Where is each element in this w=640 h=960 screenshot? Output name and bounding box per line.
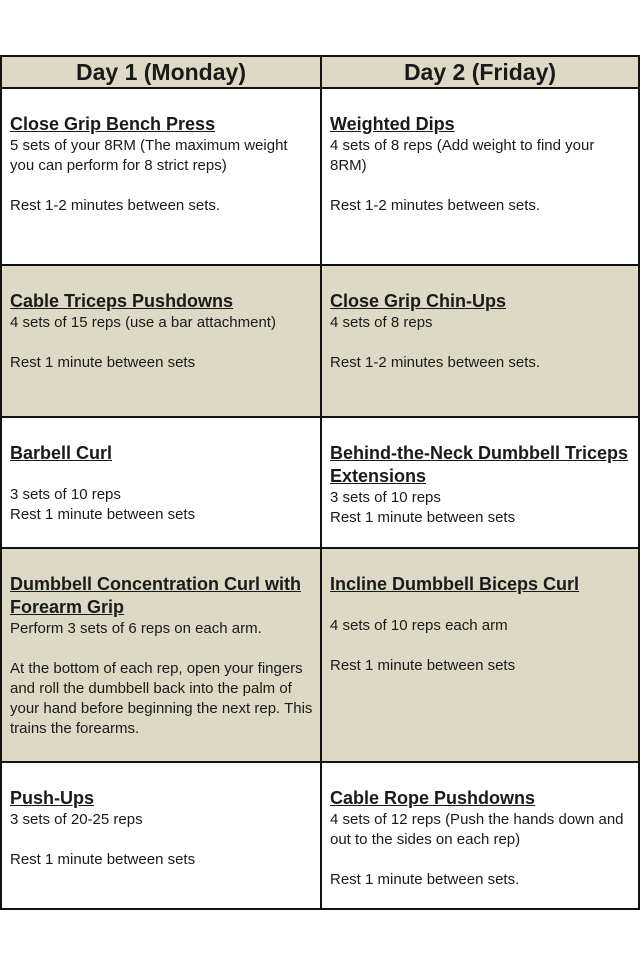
table-row: [1, 417, 639, 548]
exercise-rest: Rest 1-2 minutes between sets.: [330, 197, 541, 214]
day2-header: Day 2 (Friday): [321, 56, 639, 88]
exercise-sets: 4 sets of 8 reps: [330, 314, 433, 331]
exercise-rest: Rest 1 minute between sets: [10, 851, 196, 868]
exercise-rest: Rest 1 minute between sets: [10, 506, 196, 523]
exercise-name: Cable Triceps Pushdowns: [10, 291, 234, 311]
exercise-cell: [1, 762, 321, 909]
exercise-sets: Perform 3 sets of 6 reps on each arm.: [10, 620, 262, 637]
exercise-name: Close Grip Bench Press: [10, 114, 216, 134]
exercise-name: Incline Dumbbell Biceps Curl: [330, 574, 580, 594]
exercise-name: Cable Rope Pushdowns: [330, 788, 536, 808]
exercise-rest: Rest 1-2 minutes between sets.: [10, 197, 221, 214]
exercise-sets: 4 sets of 10 reps each arm: [330, 617, 508, 634]
exercise-rest: Rest 1 minute between sets: [330, 509, 516, 526]
exercise-cell: [321, 265, 639, 417]
exercise-cell: [321, 88, 639, 265]
exercise-sets: 3 sets of 20-25 reps: [10, 811, 143, 828]
exercise-cell: [1, 88, 321, 265]
workout-table: [0, 55, 640, 910]
exercise-name: Barbell Curl: [10, 443, 113, 463]
exercise-cell: [321, 548, 639, 762]
table-row: [1, 762, 639, 909]
table-row: [1, 88, 639, 265]
exercise-cell: [1, 265, 321, 417]
exercise-name: Behind-the-Neck Dumbbell Triceps Extensions: [330, 443, 629, 486]
table-row: [1, 548, 639, 762]
exercise-cell: [321, 417, 639, 548]
exercise-sets: 4 sets of 8 reps (Add weight to find your 8RM): [330, 137, 595, 174]
exercise-sets: 4 sets of 12 reps (Push the hands down and out to the sides on each rep): [330, 811, 624, 848]
exercise-cell: [1, 417, 321, 548]
exercise-rest: Rest 1 minute between sets: [330, 657, 516, 674]
day1-header: Day 1 (Monday): [1, 56, 321, 88]
exercise-sets: 3 sets of 10 reps: [330, 489, 441, 506]
exercise-notes: At the bottom of each rep, open your fingers and roll the dumbbell back into the palm of your hand before beginning the next rep. This trains the forearms.: [10, 660, 313, 737]
exercise-sets: 4 sets of 15 reps (use a bar attachment): [10, 314, 276, 331]
exercise-name: Push-Ups: [10, 788, 95, 808]
exercise-name: Close Grip Chin-Ups: [330, 291, 507, 311]
exercise-rest: Rest 1 minute between sets: [10, 354, 196, 371]
header-row: [1, 56, 639, 88]
exercise-sets: 3 sets of 10 reps: [10, 486, 121, 503]
table-row: [1, 265, 639, 417]
exercise-cell: [1, 548, 321, 762]
exercise-rest: Rest 1-2 minutes between sets.: [330, 354, 541, 371]
exercise-rest: Rest 1 minute between sets.: [330, 871, 520, 888]
exercise-name: Dumbbell Concentration Curl with Forearm Grip: [10, 574, 301, 617]
exercise-cell: [321, 762, 639, 909]
exercise-name: Weighted Dips: [330, 114, 455, 134]
exercise-sets: 5 sets of your 8RM (The maximum weight you can perform for 8 strict reps): [10, 137, 288, 174]
